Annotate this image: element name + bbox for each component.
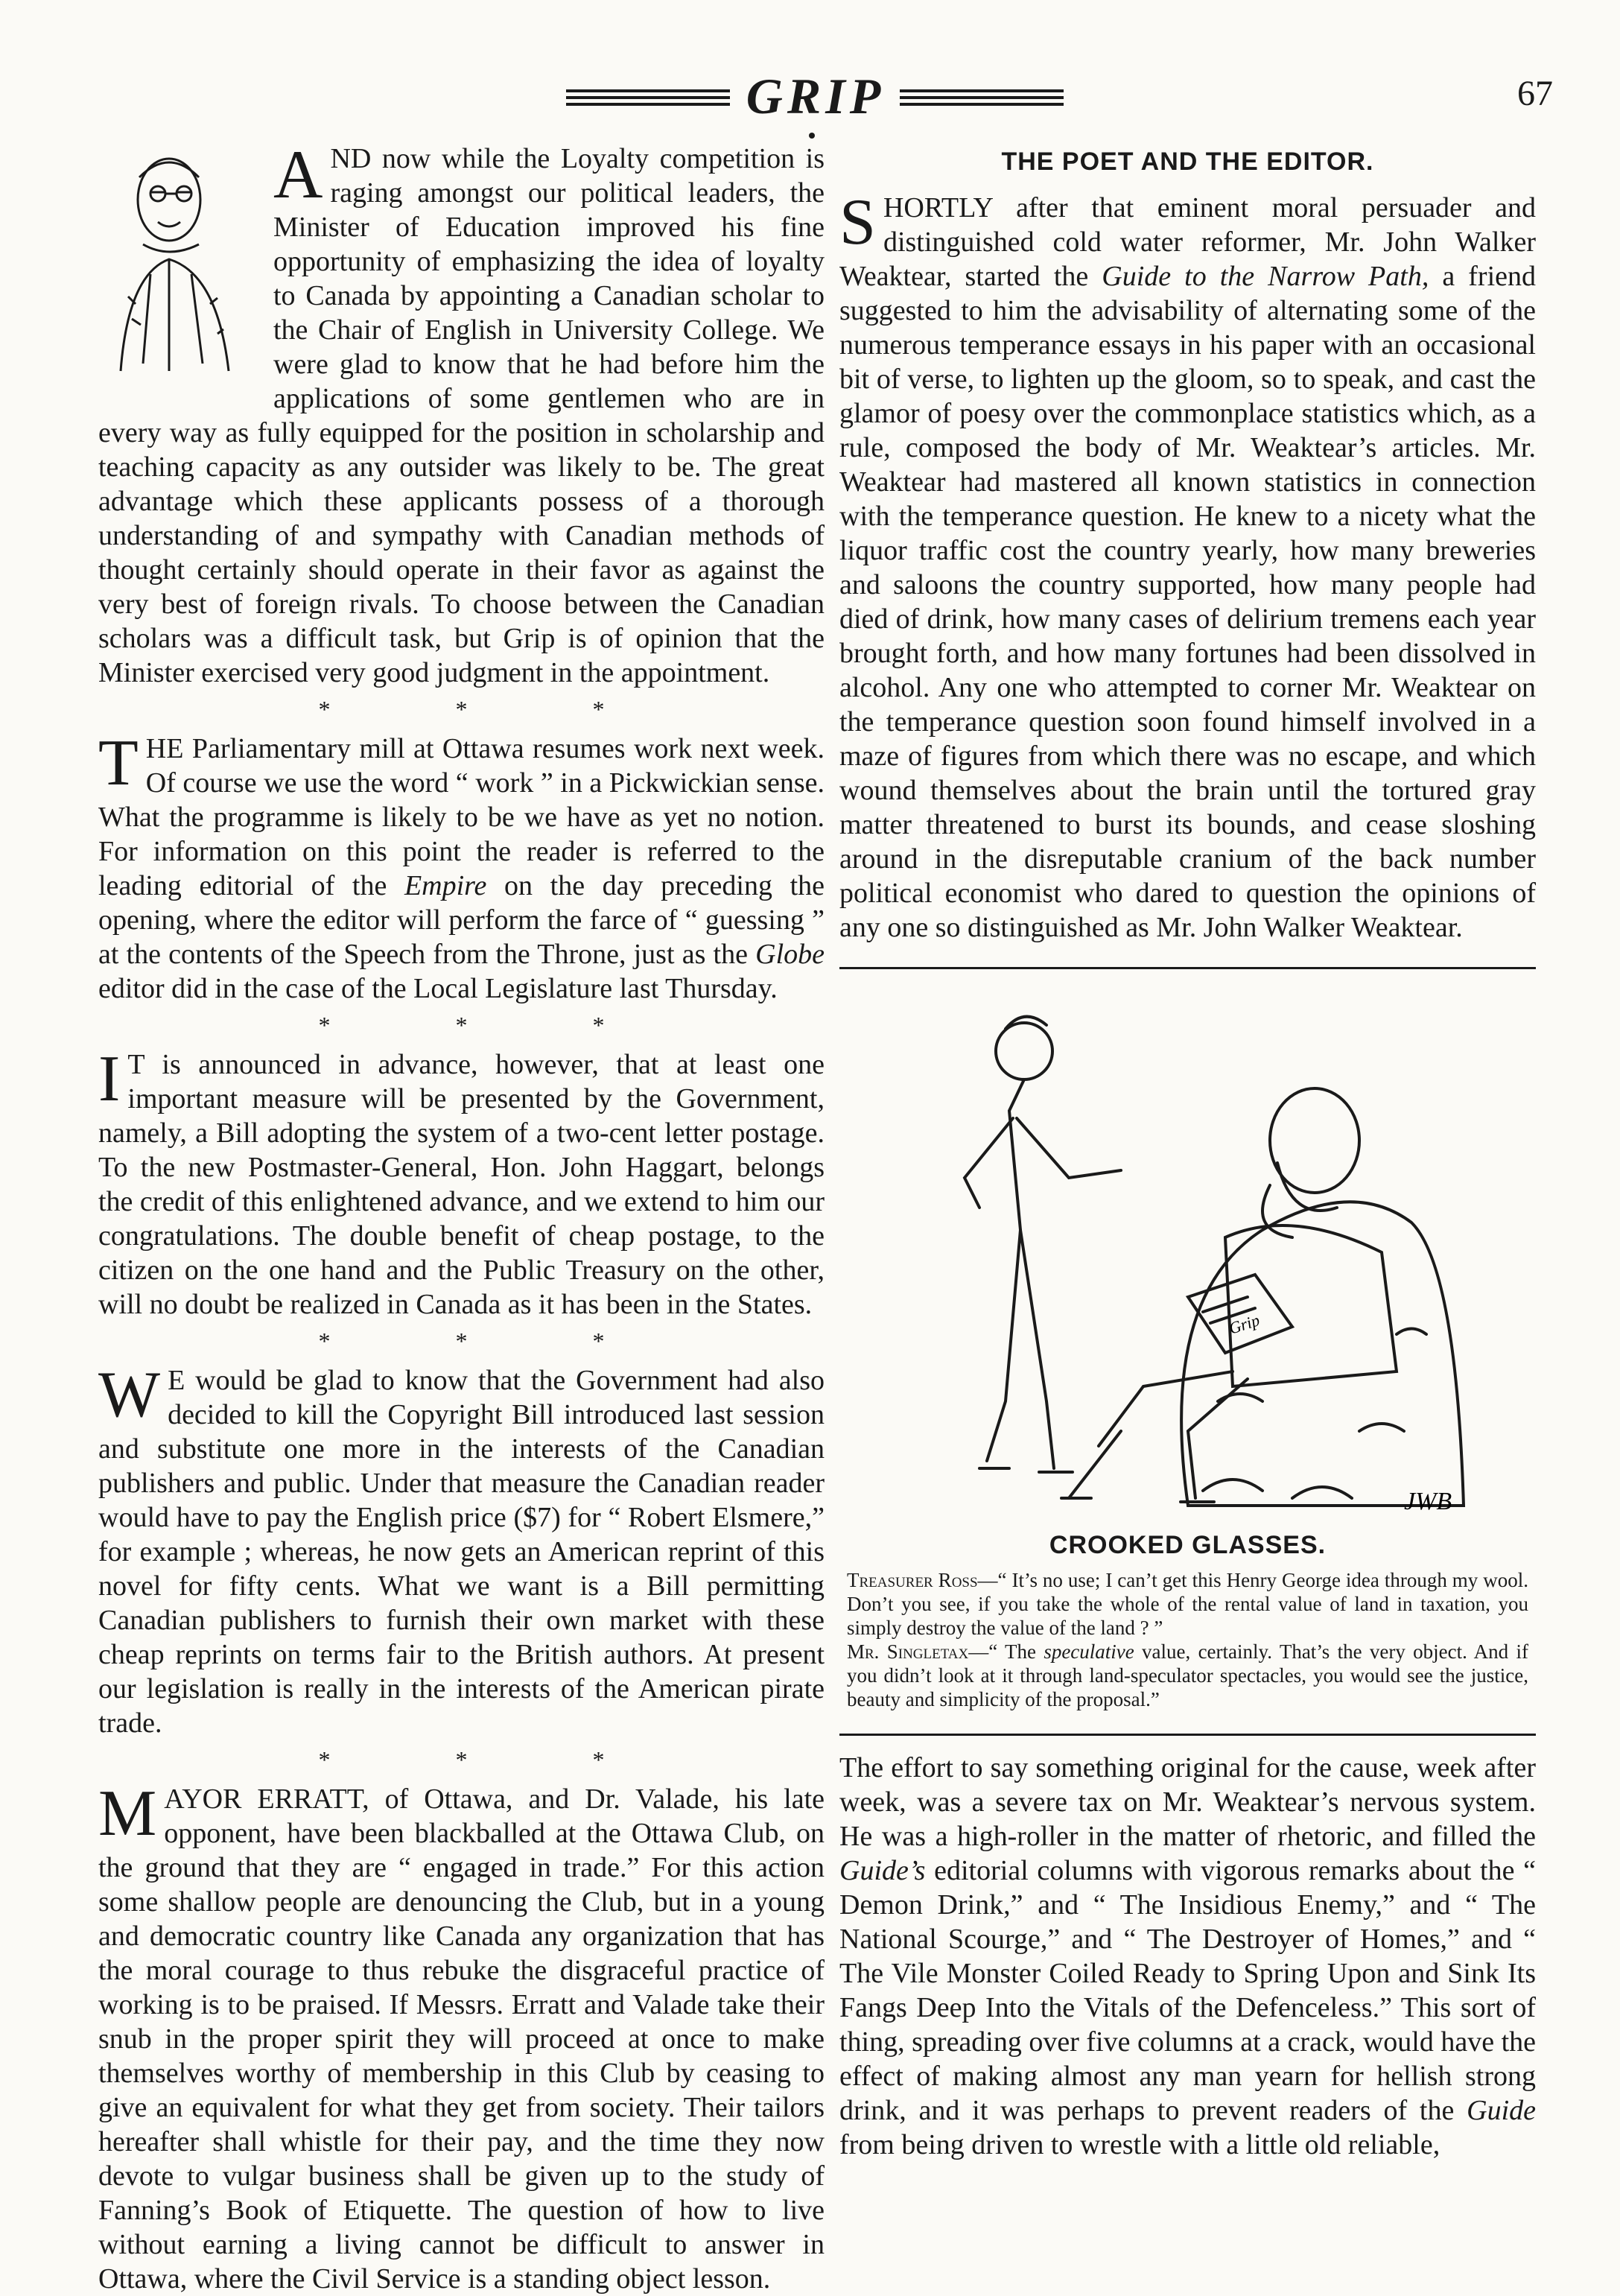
masthead-ornament — [809, 133, 815, 139]
masthead — [0, 64, 1620, 131]
article-poet-editor — [839, 186, 1536, 945]
article-loyalty — [98, 136, 825, 690]
caption-singletax — [847, 1640, 1528, 1711]
caption-speaker-singletax: Mr. Singletax — [847, 1640, 969, 1663]
continued-text-c: from being driven to wrestle with a little old reliable, — [839, 2129, 1440, 2160]
caption-treasurer-text: —“ It’s no use; I can’t get this Henry George idea through my wool. Don’t you see, if you take the whole of the rental value of land in taxation, you simply destroy the value of the land ? ” — [847, 1569, 1528, 1639]
continued-text-b: editorial columns with vigorous remarks about the “ Demon Drink,” and “ The Insidious Enemy,” and “ The National Scourge,” and “ The Destroyer of Homes,” and “ The Vile Monster Coiled Ready to Spring Upon and Sink Its Fangs Deep Into the Vitals of the Defenceless.” This sort of thing, spreading over five columns at a crack, would have the effect of making almost any man yearn for hellish strong drink, and it was perhaps to prevent readers of the — [839, 1855, 1536, 2126]
crooked-glasses-cartoon — [875, 984, 1501, 1520]
page-number: 67 — [1517, 74, 1553, 113]
article-ottawa-club — [98, 1778, 825, 2296]
cartoon-signature: JWB — [1403, 1488, 1452, 1515]
divider-rule — [839, 1734, 1536, 1736]
article-copyright — [98, 1359, 825, 1740]
empire-title: Empire — [404, 870, 487, 901]
cartoon-caption-title: CROOKED GLASSES. — [1049, 1531, 1327, 1559]
copyright-text: E would be glad to know that the Government had also decided to kill the Copyright Bill introduced last session and substitute one more in the interests of the Canadian publishers and public. Under that measure the Canadian reader would have to pay the English price ($7) for “ Robert Elsmere,” for example ; whereas, he now gets an American reprint of this novel for fifty cents. What we want is a Bill permitting Canadian publishers to furnish their own market with these cheap reprints on terms fair to the British authors. At present our legislation is really in the interests of the American pirate trade. — [98, 1365, 825, 1739]
continued-text-a: The effort to say something original for the cause, week after week, was a severe tax on Mr. Weaktear’s nervous system. He was a high-roller in the matter of rhetoric, and filled the — [839, 1752, 1536, 1852]
minister-portrait-illustration — [98, 148, 258, 378]
article-postage — [98, 1043, 825, 1322]
article-headline: THE POET AND THE EDITOR. — [1001, 148, 1374, 176]
masthead-rule-right — [900, 89, 1064, 110]
parliament-text-b: on the day preceding the opening, where the editor will perform the farce of “ guessing ” at the contents of the Speech from the Throne, just as the — [98, 870, 825, 970]
ottawa-club-text: AYOR ERRATT, of Ottawa, and Dr. Valade, his late opponent, have been blackballed at the Ottawa Club, on the ground that they are “ engaged in trade.” For this action some shallow people are denouncing the Club, but in a young and democratic country like Canada any organization that has the moral courage to thus rebuke the disgraceful practice of working is to be praised. If Messrs. Erratt and Valade take their snub in the proper spirit they will proceed at once to make themselves worthy of membership in this Club by ceasing to give an equivalent for what they get from society. Their tailors hereafter shall whistle for their pay, and the time they now devote to vulgar business shall be given up to the study of Fanning’s Book of Etiquette. The question of how to live without earning a living cannot be difficult to answer in Ottawa, where the Civil Service is a standing object lesson. — [98, 1783, 825, 2295]
section-divider-stars: * * * — [318, 1012, 664, 1038]
parliament-text-c: editor did in the case of the Local Legislature last Thursday. — [98, 973, 778, 1004]
cartoon-book-label: Grip — [1226, 1310, 1262, 1338]
dropcap-i: I — [98, 1043, 121, 1115]
masthead-title: GRIP — [746, 68, 886, 124]
article-parliament — [98, 727, 825, 1006]
dropcap-t: T — [98, 727, 139, 799]
article-poet-editor-continued — [839, 1751, 1536, 2162]
section-divider-stars: * * * — [318, 1746, 664, 1773]
globe-title: Globe — [755, 939, 825, 970]
section-divider-stars: * * * — [318, 696, 664, 723]
postage-text: T is announced in advance, however, that at least one important measure will be presented by the Government, namely, a Bill adopting the system of a two-cent letter postage. To the new Postmaster-General, Hon. John Haggart, belongs the credit of this enlightened advance, and we extend to him our congratulations. The double benefit of cheap postage, to the citizen on the one hand and the Public Treasury on the other, will no doubt be realized in Canada as it has been in the States. — [98, 1049, 825, 1320]
divider-rule — [839, 967, 1536, 969]
loyalty-text: ND now while the Loyalty competition is raging amongst our political leaders, the Minister of Education improved his fine opportunity of emphasizing the idea of loyalty to Canada by appointing a Canadian scholar to the Chair of English in University College. We were glad to know that he had before him the applications of some gentlemen who are in every way as fully equipped for the position in scholarship and teaching capacity as any outsider was likely to be. The great advantage which these applicants possess of a thorough understanding of and sympathy with Canadian methods of thought certainly should operate in their favor as against the very best of foreign rivals. To choose between the Canadian scholars was a difficult task, but Grip is of opinion that the Minister exercised very good judgment in the appointment. — [98, 143, 825, 688]
caption-treasurer — [847, 1568, 1528, 1640]
cartoon-caption — [839, 1568, 1536, 1711]
dropcap-s: S — [839, 186, 876, 259]
guide-title-2: Guide — [1467, 2095, 1536, 2126]
caption-speaker-treasurer: Treasurer Ross — [847, 1569, 978, 1591]
caption-singletax-text-a: —“ The — [968, 1640, 1044, 1663]
dropcap-a: A — [273, 136, 323, 212]
poet-text-a: HORTLY after that eminent moral persuader and distinguished cold water reformer, Mr. John Walker Weaktear, started the — [839, 192, 1536, 292]
section-divider-stars: * * * — [318, 1328, 664, 1354]
right-column — [839, 142, 1536, 2162]
poet-text-b: a friend suggested to him the advisability of alternating some of the numerous temperance essays in his paper with an occasional bit of verse, to lighten up the gloom, so to speak, and cast the glamor of poesy over the commonplace statistics which, as a rule, composed the body of Mr. Weaktear’s articles. Mr. Weaktear had mastered all known statistics in connection with the temperance question. He knew to a nicety what the liquor traffic cost the country yearly, how many breweries and saloons the country supported, how many people had died of drink, how many cases of delirium tremens each year brought forth, and how many fortunes had been dissolved in alcohol. Any one who attempted to corner Mr. Weaktear on the temperance question soon found himself involved in a maze of figures from which there was no escape, and which wound themselves about the brain until the tortured gray matter threatened to burst its bounds, and cease sloshing around in the disreputable cranium of the back number political economist who dared to question the opinions of any one so distinguished as Mr. John Walker Weaktear. — [839, 261, 1536, 943]
caption-singletax-text-b: value, certainly. That’s the very object. And if you didn’t look at it through land-speculator spectacles, you would see the justice, beauty and simplicity of the proposal.” — [847, 1640, 1528, 1710]
left-column — [98, 136, 825, 2296]
masthead-rule-left — [566, 89, 730, 110]
caption-speculative: speculative — [1044, 1640, 1134, 1663]
dropcap-m: M — [98, 1778, 157, 1850]
dropcap-w: W — [98, 1359, 161, 1431]
guides-title: Guide’s — [839, 1855, 926, 1886]
parliament-text-a: HE Parliamentary mill at Ottawa resumes work next week. Of course we use the word “ work ” in a Pickwickian sense. What the programme is likely to be we have as yet no notion. For information on this point the reader is referred to the leading editorial of the — [98, 733, 825, 901]
guide-title: Guide to the Narrow Path, — [1102, 261, 1429, 292]
